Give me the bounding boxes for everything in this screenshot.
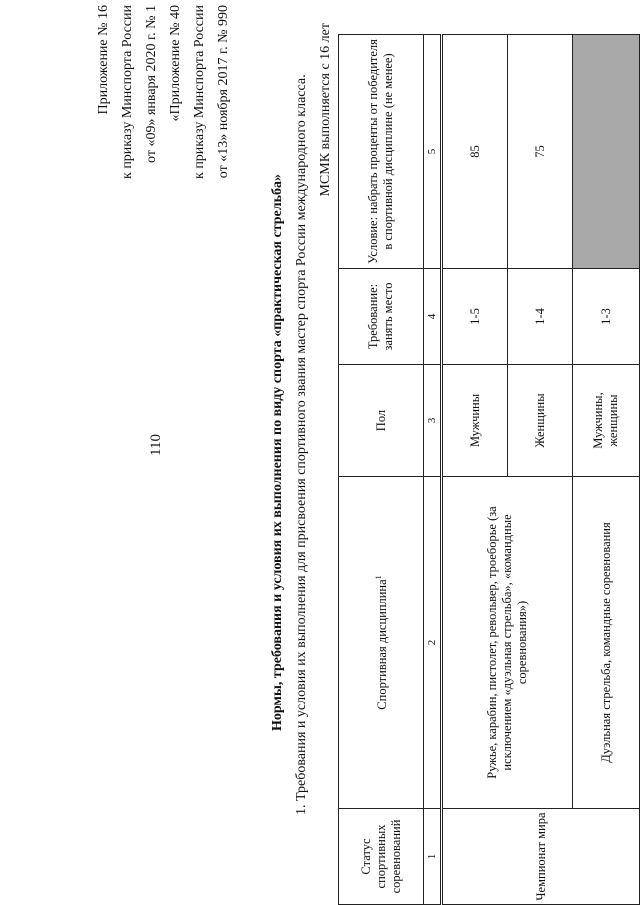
appendix-header xyxy=(92,5,236,315)
percent-cell: 85 xyxy=(442,35,508,269)
column-number: 5 xyxy=(424,35,442,269)
column-number: 4 xyxy=(424,269,442,365)
column-numbers-row xyxy=(424,35,442,905)
percent-cell: 75 xyxy=(508,35,573,269)
gender-cell: Мужчины, женщины xyxy=(573,365,640,477)
footnote-mark: 1 xyxy=(374,575,384,580)
column-number: 1 xyxy=(424,809,442,905)
page-number: 110 xyxy=(148,434,164,456)
table-row xyxy=(573,35,640,905)
place-cell: 1-4 xyxy=(508,269,573,365)
section-heading: 1. Требования и условия их выполнения для присвоения спортивного звания мастер спорта России международного класса. xyxy=(294,74,309,815)
status-cell: Чемпионат мира xyxy=(442,809,640,905)
appendix-line: Приложение № 16 xyxy=(96,5,111,115)
header-status: Статус спортивных соревнований xyxy=(339,809,424,905)
column-number: 3 xyxy=(424,365,442,477)
percent-cell-shaded xyxy=(573,35,640,269)
appendix-line: к приказу Минспорта России xyxy=(120,5,135,179)
document-title: Нормы, требования и условия их выполнения по виду спорта «практическая стрельба» xyxy=(270,173,285,732)
header-gender: Пол xyxy=(339,365,424,477)
place-cell: 1-5 xyxy=(442,269,508,365)
gender-cell: Мужчины xyxy=(442,365,508,477)
header-percent: Условие: набрать проценты от победителя в спортивной дисциплине (не менее) xyxy=(339,35,424,269)
header-discipline: Спортивная дисциплина$^1$ xyxy=(339,477,424,809)
appendix-line: к приказу Минспорта России xyxy=(192,5,207,179)
age-note: МСМК выполняется с 16 лет xyxy=(318,23,333,197)
gender-cell: Женщины xyxy=(508,365,573,477)
norms-table xyxy=(338,34,640,905)
discipline-cell: Дуэльная стрельба, командные соревнования xyxy=(573,477,640,809)
column-number: 2 xyxy=(424,477,442,809)
appendix-line: от «09» января 2020 г. № 1 xyxy=(144,5,159,163)
discipline-cell: Ружье, карабин, пистолет, револьвер, троеборье (за исключением «дуэльная стрельба», «командные соревнования») xyxy=(442,477,573,809)
table-row xyxy=(442,35,508,905)
appendix-line: от «13» ноября 2017 г. № 990 xyxy=(216,5,231,179)
header-place: Требование: занять место xyxy=(339,269,424,365)
appendix-line: «Приложение № 40 xyxy=(168,5,183,122)
place-cell: 1-3 xyxy=(573,269,640,365)
